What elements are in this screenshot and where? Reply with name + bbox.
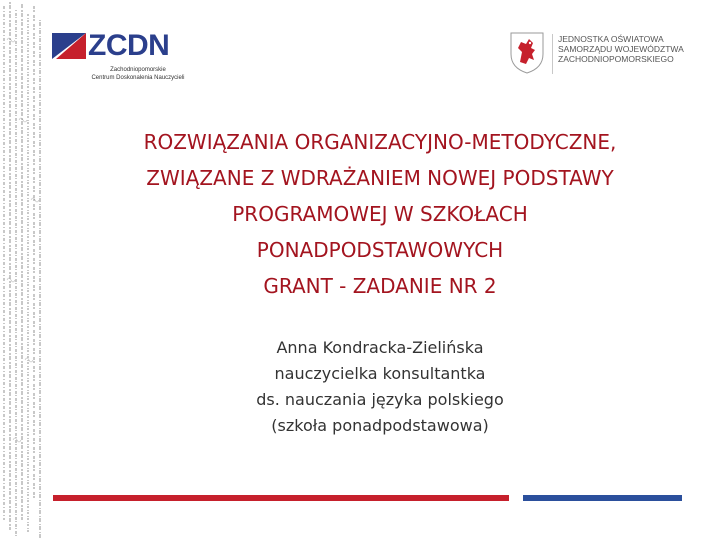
author-name: Anna Kondracka-Zielińska bbox=[276, 338, 484, 357]
region-logo-line-2: SAMORZĄDU WOJEWÓDZTWA bbox=[558, 44, 684, 54]
manuscript-decoration bbox=[0, 0, 46, 540]
author-school-type: (szkoła ponadpodstawowa) bbox=[271, 416, 489, 435]
zcdn-subtitle-line-1: Zachodniopomorskie bbox=[110, 67, 166, 73]
zcdn-wordmark: ZCDN bbox=[88, 29, 170, 62]
region-logo-line-3: ZACHODNIOPOMORSKIEGO bbox=[558, 54, 674, 64]
title-line-2: ZWIĄZANE Z WDRAŻANIEM NOWEJ PODSTAWY bbox=[146, 166, 614, 190]
title-line-3: PROGRAMOWEJ W SZKOŁACH bbox=[232, 202, 528, 226]
region-logo-divider bbox=[552, 34, 553, 74]
title-line-4: PONADPODSTAWOWYCH bbox=[256, 238, 504, 262]
author-subject: ds. nauczania języka polskiego bbox=[256, 390, 504, 409]
slide-title bbox=[70, 124, 690, 304]
zcdn-subtitle-line-2: Centrum Doskonalenia Nauczycieli bbox=[91, 75, 185, 81]
author-block bbox=[180, 335, 580, 439]
footer-blue-line bbox=[523, 495, 682, 501]
zcdn-mark-icon bbox=[52, 33, 86, 59]
footer-red-line bbox=[53, 495, 509, 501]
region-logo-line-1: JEDNOSTKA OŚWIATOWA bbox=[558, 34, 664, 44]
region-logo-text bbox=[558, 34, 698, 64]
title-line-1: ROZWIĄZANIA ORGANIZACYJNO-METODYCZNE, bbox=[143, 130, 617, 154]
zcdn-logo bbox=[52, 29, 185, 82]
zcdn-subtitle bbox=[90, 66, 186, 82]
handwriting-pattern-icon bbox=[0, 0, 46, 540]
region-logo bbox=[510, 30, 690, 80]
author-role: nauczycielka konsultantka bbox=[274, 364, 486, 383]
griffin-shield-icon bbox=[510, 32, 544, 74]
title-line-5: GRANT - ZADANIE NR 2 bbox=[263, 274, 497, 298]
